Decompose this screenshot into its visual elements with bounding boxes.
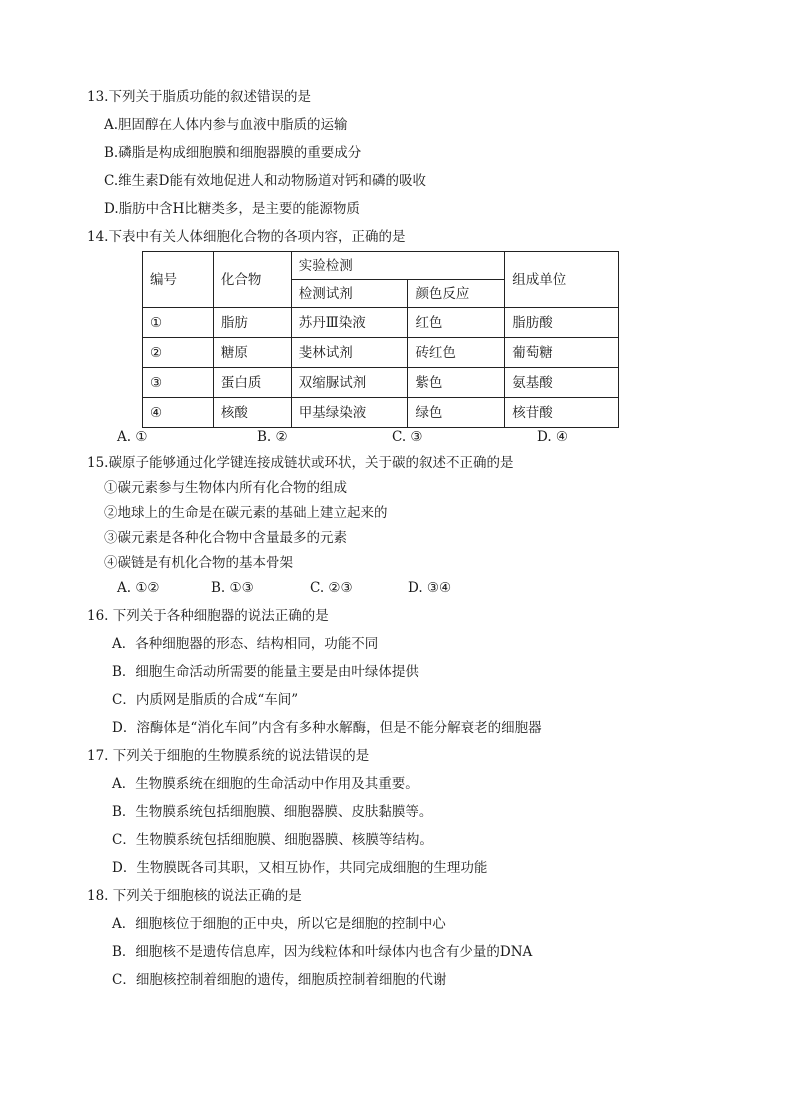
- cell-reagent: 甲基绿染液: [291, 398, 408, 428]
- q17-stem: 17. 下列关于细胞的生物膜系统的说法错误的是: [87, 748, 370, 764]
- q16-option-a: A．各种细胞器的形态、结构相同，功能不同: [112, 636, 379, 652]
- q15-statement-3: ③碳元素是各种化合物中含量最多的元素: [104, 530, 347, 546]
- q16-option-b: B．细胞生命活动所需要的能量主要是由叶绿体提供: [112, 664, 419, 680]
- cell-compound: 脂肪: [213, 308, 291, 338]
- q14-option-d: D. ④: [537, 429, 569, 445]
- compound-table: [142, 251, 619, 428]
- q15-statement-2: ②地球上的生命是在碳元素的基础上建立起来的: [104, 505, 388, 521]
- q18-option-b: B．细胞核不是遗传信息库，因为线粒体和叶绿体内也含有少量的DNA: [112, 944, 533, 960]
- header-compound: 化合物: [213, 252, 291, 308]
- q15-option-d: D. ③④: [408, 580, 452, 596]
- table-row: [143, 368, 619, 398]
- cell-unit: 脂肪酸: [505, 308, 619, 338]
- cell-color: 红色: [408, 308, 505, 338]
- q15-stem: 15.碳原子能够通过化学键连接成链状或环状，关于碳的叙述不正确的是: [87, 455, 514, 471]
- q18-option-a: A．细胞核位于细胞的正中央，所以它是细胞的控制中心: [112, 916, 446, 932]
- q14-option-a: A. ①: [117, 429, 148, 445]
- q17-option-c: C．生物膜系统包括细胞膜、细胞器膜、核膜等结构。: [112, 832, 433, 848]
- q15-statement-1: ①碳元素参与生物体内所有化合物的组成: [104, 480, 347, 496]
- header-unit: 组成单位: [505, 252, 619, 308]
- q18-option-c: C．细胞核控制着细胞的遗传，细胞质控制着细胞的代谢: [112, 972, 447, 988]
- table-row: [143, 398, 619, 428]
- cell-color: 紫色: [408, 368, 505, 398]
- cell-unit: 核苷酸: [505, 398, 619, 428]
- cell-compound: 蛋白质: [213, 368, 291, 398]
- q17-option-d: D．生物膜既各司其职，又相互协作，共同完成细胞的生理功能: [112, 860, 488, 876]
- q13-option-b: B.磷脂是构成细胞膜和细胞器膜的重要成分: [104, 145, 362, 161]
- header-number: 编号: [143, 252, 214, 308]
- cell-color: 砖红色: [408, 338, 505, 368]
- table-row: [143, 338, 619, 368]
- q13-stem: 13.下列关于脂质功能的叙述错误的是: [87, 89, 311, 105]
- q17-option-a: A．生物膜系统在细胞的生命活动中作用及其重要。: [112, 776, 419, 792]
- q13-option-a: A.胆固醇在人体内参与血液中脂质的运输: [104, 117, 348, 133]
- q14-option-b: B. ②: [257, 429, 288, 445]
- cell-unit: 氨基酸: [505, 368, 619, 398]
- q13-option-c: C.维生素D能有效地促进人和动物肠道对钙和磷的吸收: [104, 173, 426, 189]
- cell-compound: 核酸: [213, 398, 291, 428]
- header-color: 颜色反应: [408, 280, 505, 308]
- cell-reagent: 双缩脲试剂: [291, 368, 408, 398]
- q15-option-b: B. ①③: [211, 580, 254, 596]
- cell-color: 绿色: [408, 398, 505, 428]
- header-reagent: 检测试剂: [291, 280, 408, 308]
- cell-reagent: 苏丹Ⅲ染液: [291, 308, 408, 338]
- cell-compound: 糖原: [213, 338, 291, 368]
- q18-stem: 18. 下列关于细胞核的说法正确的是: [87, 888, 302, 904]
- cell-number: ④: [143, 398, 214, 428]
- q15-statement-4: ④碳链是有机化合物的基本骨架: [104, 555, 293, 571]
- table-row: [143, 308, 619, 338]
- q13-option-d: D.脂肪中含H比糖类多，是主要的能源物质: [104, 201, 360, 217]
- q16-option-d: D．溶酶体是“消化车间”内含有多种水解酶，但是不能分解衰老的细胞器: [112, 720, 542, 736]
- q16-option-c: C．内质网是脂质的合成“车间”: [112, 692, 299, 708]
- q16-stem: 16. 下列关于各种细胞器的说法正确的是: [87, 608, 329, 624]
- q14-stem: 14.下表中有关人体细胞化合物的各项内容，正确的是: [87, 229, 406, 245]
- cell-reagent: 斐林试剂: [291, 338, 408, 368]
- cell-number: ③: [143, 368, 214, 398]
- cell-unit: 葡萄糖: [505, 338, 619, 368]
- cell-number: ①: [143, 308, 214, 338]
- q15-option-a: A. ①②: [117, 580, 160, 596]
- cell-number: ②: [143, 338, 214, 368]
- q17-option-b: B．生物膜系统包括细胞膜、细胞器膜、皮肤黏膜等。: [112, 804, 433, 820]
- q14-option-c: C. ③: [392, 429, 423, 445]
- q15-option-c: C. ②③: [310, 580, 353, 596]
- header-detection: 实验检测: [291, 252, 505, 280]
